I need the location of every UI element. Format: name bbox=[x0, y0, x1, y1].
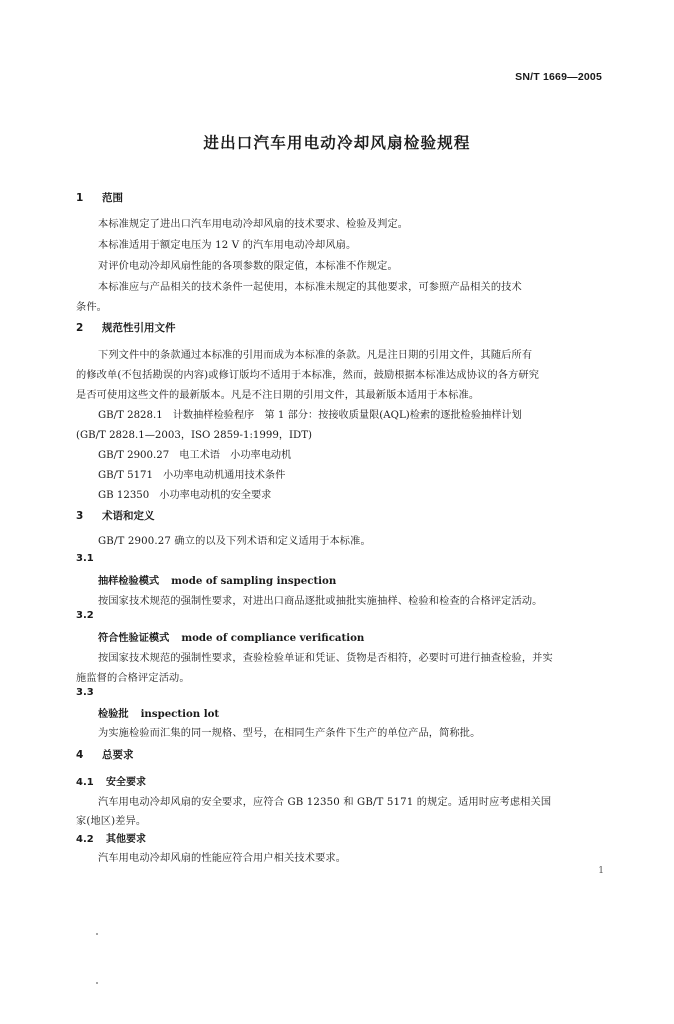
section-1-heading bbox=[76, 190, 123, 205]
term-3-1-english: mode of sampling inspection bbox=[171, 575, 337, 587]
term-3-2-definition-line-1: 按国家技术规范的强制性要求，查验检验单证和凭证、货物是否相符，必要时可进行抽查检验，并实 bbox=[98, 653, 553, 664]
section-3-heading bbox=[76, 508, 155, 523]
section-3-intro: GB/T 2900.27 确立的以及下列术语和定义适用于本标准。 bbox=[98, 536, 371, 547]
reference-4-text: 小功率电动机的安全要求 bbox=[159, 490, 272, 501]
section-1-para-4-line-2: 条件。 bbox=[76, 302, 108, 313]
term-3-3-english: inspection lot bbox=[140, 708, 220, 720]
subsection-4-2-line-1: 汽车用电动冷却风扇的性能应符合用户相关技术要求。 bbox=[98, 853, 347, 864]
page-number: 1 bbox=[598, 866, 604, 876]
section-2-number: 2 bbox=[76, 322, 84, 334]
document-title: 进出口汽车用电动冷却风扇检验规程 bbox=[203, 134, 471, 152]
term-3-1-chinese: 抽样检验模式 bbox=[98, 576, 160, 587]
term-3-2 bbox=[98, 629, 364, 644]
term-3-3 bbox=[98, 705, 219, 720]
term-3-3-definition: 为实施检验而汇集的同一规格、型号，在相同生产条件下生产的单位产品，简称批。 bbox=[98, 728, 481, 739]
section-2-title: 规范性引用文件 bbox=[102, 322, 176, 334]
section-1-para-4-line-1: 本标准应与产品相关的技术条件一起使用，本标准未规定的其他要求，可参照产品相关的技术 bbox=[98, 282, 522, 293]
reference-1 bbox=[98, 406, 522, 421]
subsection-4-1-line-1: 汽车用电动冷却风扇的安全要求，应符合 GB 12350 和 GB/T 5171 的规定。适用时应考虑相关国 bbox=[98, 797, 552, 808]
section-2-heading bbox=[76, 320, 176, 335]
section-1-para-1: 本标准规定了进出口汽车用电动冷却风扇的技术要求、检验及判定。 bbox=[98, 219, 409, 230]
subsection-4-1-heading bbox=[76, 773, 146, 788]
section-4-heading bbox=[76, 747, 134, 762]
section-4-title: 总要求 bbox=[102, 749, 134, 761]
reference-3-code: GB/T 5171 bbox=[98, 470, 154, 481]
reference-3 bbox=[98, 466, 285, 481]
section-3-number: 3 bbox=[76, 510, 84, 522]
subsection-4-1-title: 安全要求 bbox=[106, 777, 146, 788]
section-3-title: 术语和定义 bbox=[102, 510, 155, 522]
reference-3-text: 小功率电动机通用技术条件 bbox=[163, 470, 286, 481]
reference-1-code: GB/T 2828.1 bbox=[98, 410, 163, 421]
term-3-1 bbox=[98, 572, 336, 587]
term-3-2-definition-line-2: 施监督的合格评定活动。 bbox=[76, 673, 190, 684]
reference-4 bbox=[98, 486, 271, 501]
scan-speck bbox=[96, 933, 98, 935]
subsection-4-1-number: 4.1 bbox=[76, 777, 94, 788]
reference-1-text: 计数抽样检验程序 第 1 部分：按接收质量限(AQL)检索的逐批检验抽样计划 bbox=[172, 410, 522, 421]
term-3-2-number: 3.2 bbox=[76, 610, 94, 621]
section-2-intro-line-1: 下列文件中的条款通过本标准的引用而成为本标准的条款。凡是注日期的引用文件，其随后所有 bbox=[98, 350, 533, 361]
section-2-intro-line-2: 的修改单(不包括勘误的内容)或修订版均不适用于本标准，然而，鼓励根据本标准达成协议的各方研究 bbox=[76, 370, 540, 381]
term-3-1-definition: 按国家技术规范的强制性要求，对进出口商品逐批或抽批实施抽样、检验和检查的合格评定活动。 bbox=[98, 596, 543, 607]
subsection-4-2-heading bbox=[76, 830, 146, 845]
term-3-1-number: 3.1 bbox=[76, 553, 94, 564]
reference-1-continuation: (GB/T 2828.1—2003，ISO 2859-1:1999，IDT) bbox=[76, 430, 312, 441]
term-3-3-chinese: 检验批 bbox=[98, 709, 129, 720]
reference-2 bbox=[98, 446, 291, 461]
term-3-3-number: 3.3 bbox=[76, 687, 94, 698]
section-4-number: 4 bbox=[76, 749, 84, 761]
subsection-4-1-line-2: 家(地区)差异。 bbox=[76, 816, 147, 827]
section-2-intro-line-3: 是否可使用这些文件的最新版本。凡是不注日期的引用文件，其最新版本适用于本标准。 bbox=[76, 390, 480, 401]
subsection-4-2-number: 4.2 bbox=[76, 834, 94, 845]
section-1-para-3: 对评价电动冷却风扇性能的各项参数的限定值，本标准不作规定。 bbox=[98, 261, 398, 272]
scan-speck bbox=[96, 982, 98, 984]
subsection-4-2-title: 其他要求 bbox=[106, 834, 146, 845]
standard-number: SN/T 1669—2005 bbox=[515, 71, 602, 83]
reference-2-text: 电工术语 小功率电动机 bbox=[179, 450, 292, 461]
term-3-2-english: mode of compliance verification bbox=[181, 632, 365, 644]
section-1-number: 1 bbox=[76, 192, 84, 204]
reference-2-code: GB/T 2900.27 bbox=[98, 450, 170, 461]
term-3-2-chinese: 符合性验证模式 bbox=[98, 633, 170, 644]
section-1-title: 范围 bbox=[102, 192, 123, 204]
reference-4-code: GB 12350 bbox=[98, 490, 150, 501]
section-1-para-2: 本标准适用于额定电压为 12 V 的汽车用电动冷却风扇。 bbox=[98, 240, 357, 251]
